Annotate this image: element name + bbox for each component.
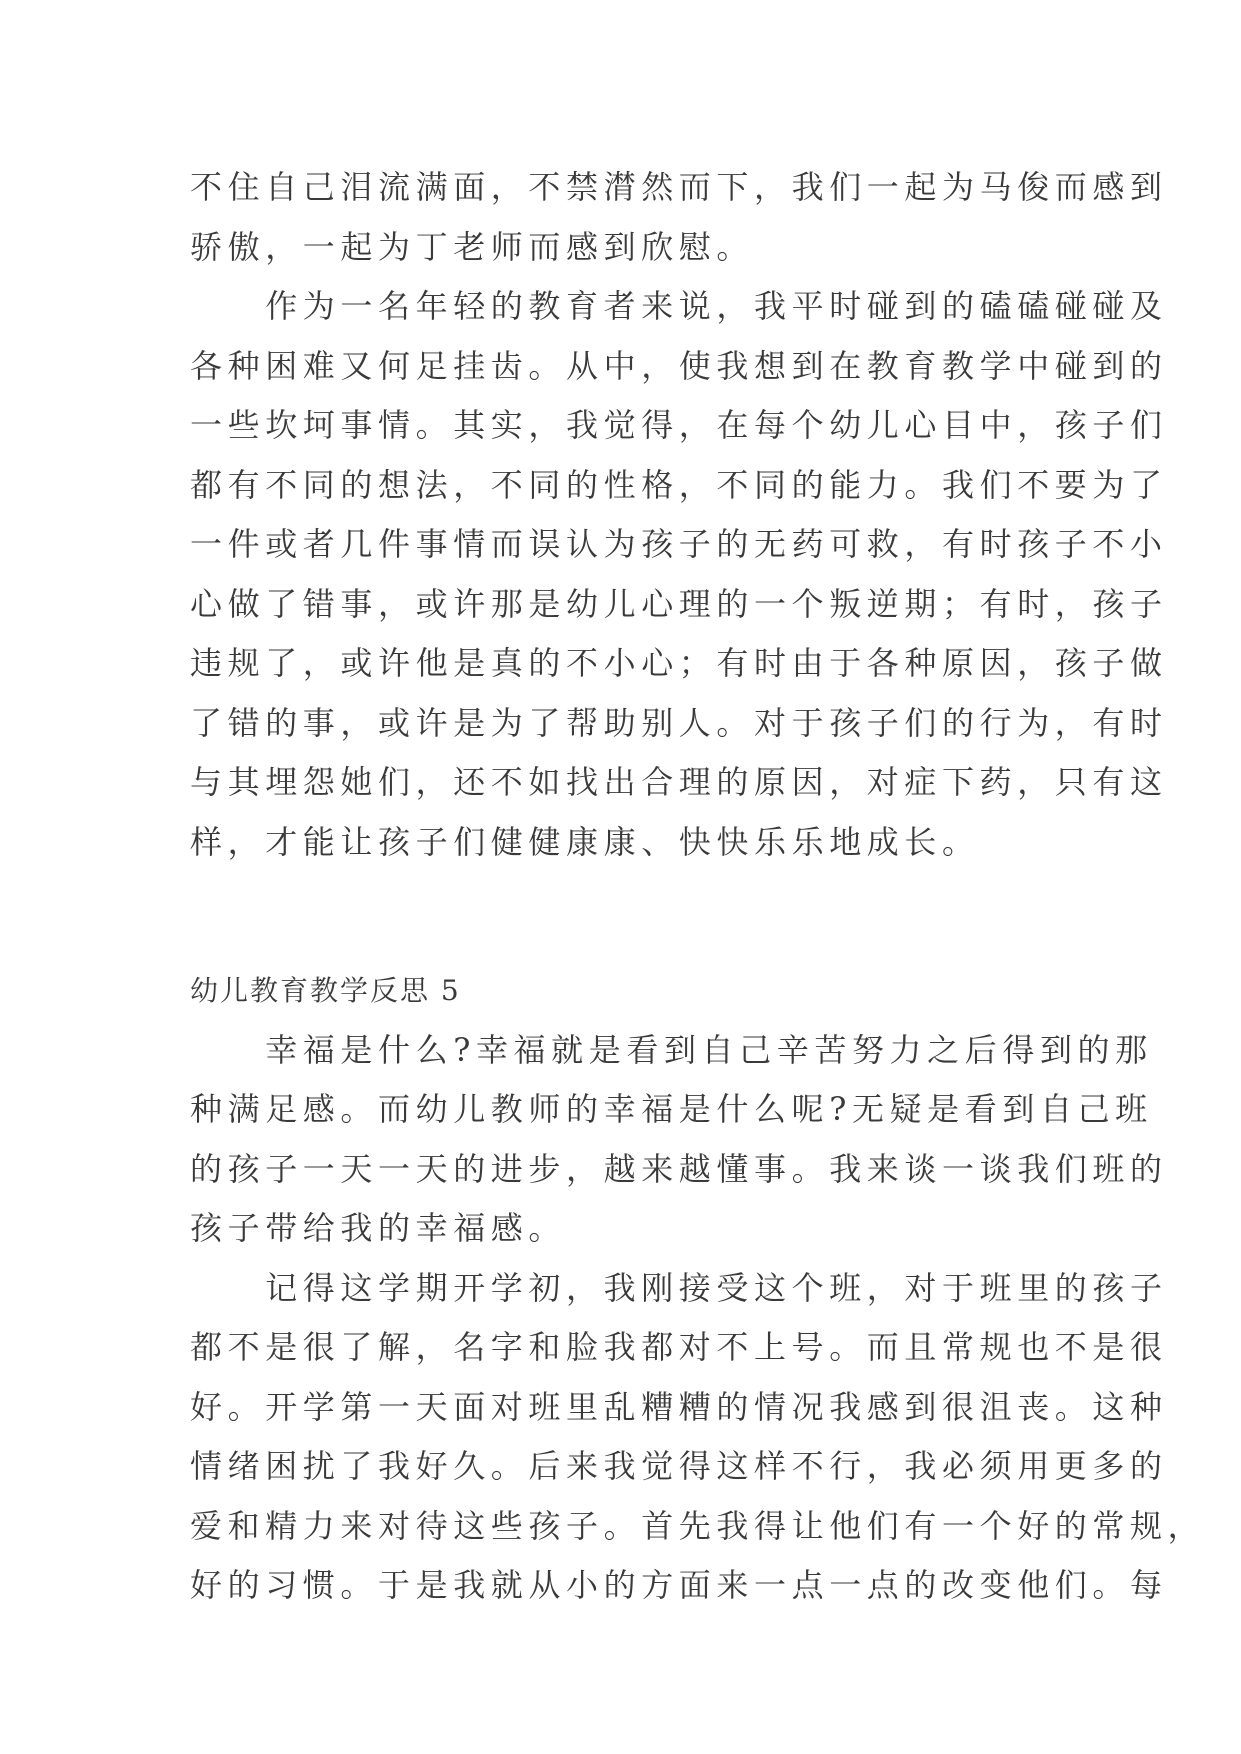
paragraph-line: 违规了，或许他是真的不小心；有时由于各种原因，孩子做 <box>190 644 1168 682</box>
paragraph-line: 情绪困扰了我好久。后来我觉得这样不行，我必须用更多的 <box>190 1447 1168 1485</box>
paragraph-line: 好的习惯。于是我就从小的方面来一点一点的改变他们。每 <box>190 1566 1168 1604</box>
paragraph-line: 的孩子一天一天的进步，越来越懂事。我来谈一谈我们班的 <box>190 1149 1168 1188</box>
paragraph-line: 幸福是什么?幸福就是看到自己辛苦努力之后得到的那 <box>190 1030 1153 1069</box>
paragraph-line: 都不是很了解，名字和脸我都对不上号。而且常规也不是很 <box>190 1328 1168 1366</box>
paragraph-line: 各种困难又何足挂齿。从中，使我想到在教育教学中碰到的 <box>190 346 1168 385</box>
paragraph-line: 好。开学第一天面对班里乱糟糟的情况我感到很沮丧。这种 <box>190 1387 1168 1426</box>
paragraph-line: 孩子带给我的幸福感。 <box>190 1209 567 1247</box>
document-page <box>190 158 1206 1616</box>
paragraph-line: 与其埋怨她们，还不如找出合理的原因，对症下药，只有这 <box>190 763 1168 801</box>
paragraph-line: 作为一名年轻的教育者来说，我平时碰到的磕磕碰碰及 <box>190 287 1168 325</box>
paragraph-line: 一件或者几件事情而误认为孩子的无药可救，有时孩子不小 <box>190 525 1168 563</box>
paragraph-line: 种满足感。而幼儿教师的幸福是什么呢?无疑是看到自己班 <box>190 1090 1153 1128</box>
paragraph-line: 都有不同的想法，不同的性格，不同的能力。我们不要为了 <box>190 465 1168 504</box>
paragraph-line: 样，才能让孩子们健健康康、快快乐乐地成长。 <box>190 822 980 861</box>
section-heading: 幼儿教育教学反思 5 <box>190 974 461 1007</box>
section-a <box>190 158 1168 872</box>
paragraph-line: 了错的事，或许是为了帮助别人。对于孩子们的行为，有时 <box>190 703 1168 742</box>
paragraph-line: 爱和精力来对待这些孩子。首先我得让他们有一个好的常规， <box>190 1506 1206 1545</box>
paragraph-line: 心做了错事，或许那是幼儿心理的一个叛逆期；有时，孩子 <box>190 584 1168 623</box>
paragraph-line: 一些坎坷事情。其实，我觉得，在每个幼儿心目中，孩子们 <box>190 406 1168 444</box>
paragraph-line: 记得这学期开学初，我刚接受这个班，对于班里的孩子 <box>190 1268 1168 1307</box>
section-b <box>190 961 1206 1616</box>
paragraph-line: 骄傲，一起为丁老师而感到欣慰。 <box>190 227 755 266</box>
section-spacer <box>190 872 1058 961</box>
paragraph-line: 不住自己泪流满面，不禁潸然而下，我们一起为马俊而感到 <box>190 168 1168 206</box>
